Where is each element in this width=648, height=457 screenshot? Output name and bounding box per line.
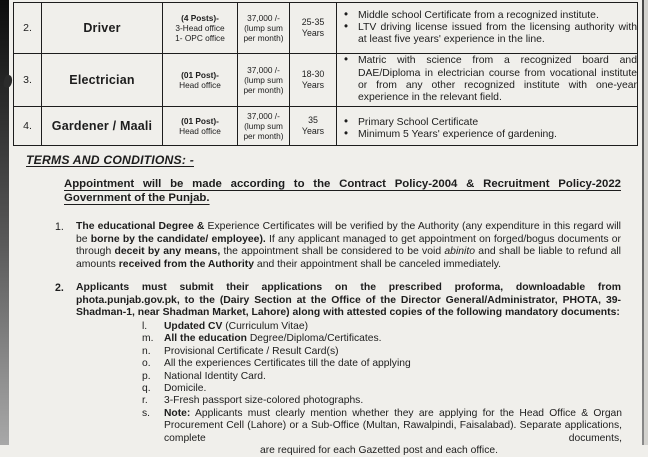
terms-subheading (64, 177, 621, 205)
document-text: Domicile. (164, 383, 207, 395)
serial-cell: 4. (14, 107, 42, 146)
text-segment: The educational Degree & (76, 221, 208, 232)
subheading-line: Appointment will be made according to the Contract Policy-2004 & Recruitment Policy-2022 (64, 178, 621, 190)
posts-cell (163, 107, 238, 146)
document-item (140, 358, 622, 370)
text-segment: If any applicant managed to get appointment on forged/bogus documents or through (76, 233, 622, 258)
qualification-bullet: • Minimum 5 Years' experience of gardening. (337, 129, 637, 141)
salary-line: 37,000 /- (247, 111, 280, 121)
document-letter: m. (142, 333, 154, 345)
table-row-driver (14, 3, 638, 54)
qualification-cell (337, 107, 638, 146)
posts-line: 3-Head office (175, 23, 225, 33)
document-item (140, 395, 622, 407)
note-text (164, 408, 622, 445)
posts-cell (163, 3, 238, 54)
text-segment: and their appointment shall be canceled immediately. (254, 258, 502, 270)
document-letter: r. (142, 395, 148, 407)
salary-line: 37,000 /- (247, 65, 280, 75)
document-text: Degree/Diploma/Certificates. (246, 333, 382, 345)
text-segment: received from the Authority (118, 258, 255, 270)
posts-line: Head office (179, 126, 221, 136)
age-cell (290, 3, 337, 54)
posts-line: (4 Posts)- (181, 13, 219, 23)
salary-line: (lump sum (244, 75, 283, 85)
text-segment: abinito (444, 246, 476, 258)
note-label: Note: (164, 407, 191, 419)
serial-cell: 3. (14, 54, 42, 107)
posts-cell (163, 54, 238, 107)
text-segment: and shall be liable to refund all amounts (76, 246, 621, 270)
qualification-bullet: • LTV driving license issued from the licensing authority with at least five years' experience in the line. (337, 22, 637, 47)
document-text: 3-Fresh passport size-colored photographs. (164, 395, 364, 407)
document-text: Provisional Certificate / Result Card(s) (164, 345, 339, 357)
terms-heading: TERMS AND CONDITIONS: - (26, 153, 194, 167)
table-row-electrician (14, 54, 638, 107)
document-item (140, 371, 622, 383)
age-line: 25-35 (301, 17, 325, 27)
text-segment: Experience Certificates will be verified by the Authority (any expenditure in this regard will be (76, 221, 621, 245)
document-text: (Curriculum Vitae) (222, 321, 308, 332)
salary-cell (238, 107, 290, 146)
document-item (140, 321, 622, 333)
document-text: National Identity Card. (164, 370, 266, 382)
document-letter: o. (142, 358, 151, 370)
scan-edge-right-line (642, 0, 644, 445)
document-letter: p. (142, 370, 151, 382)
document-text: All the education (164, 333, 247, 345)
posts-line: 1- OPC office (175, 33, 225, 43)
document-letter: q. (142, 383, 151, 395)
document-item (140, 346, 622, 358)
salary-line: (lump sum (244, 121, 283, 131)
document-item (140, 333, 622, 345)
document-text: All the experiences Certificates till the date of applying (164, 358, 411, 370)
document-letter: l. (142, 321, 148, 332)
term-item-text (76, 221, 621, 271)
salary-cell (238, 54, 290, 107)
document-text: Updated CV (164, 321, 223, 332)
term-item-number: 1. (55, 221, 64, 233)
salary-line: per month) (243, 131, 284, 141)
posts-line: Head office (179, 80, 221, 90)
age-cell (290, 54, 337, 107)
document-letter: n. (142, 345, 151, 357)
posts-line: (01 Post)- (181, 70, 219, 80)
qualification-cell (337, 54, 638, 107)
note-body: Applicants must clearly mention whether they are applying for the Head Office & Organ Procurement Cell (Lahore) or a Sub-Office (Multan, Rawalpindi, Faisalabad). Separate applications, complete documents, (164, 407, 622, 444)
term-item-number: 2. (55, 282, 64, 294)
post-title-cell: Driver (42, 3, 163, 54)
post-title-cell: Gardener / Maali (42, 107, 163, 146)
age-line: Years (301, 126, 325, 136)
term-item-text: Applicants must submit their applications on the prescribed proforma, downloadable from phota.punjab.gov.pk, to the (Dairy Section at the Office of the Director General/Administrator, PHOTA, 39-Shadman-1, near Shadman Market, Lahore) along with attested copies of the following mandatory documents: (76, 282, 621, 319)
qualification-bullet: • Middle school Certificate from a recognized institute. (337, 10, 637, 22)
age-cell (290, 107, 337, 146)
table-row-gardener (14, 107, 638, 146)
mandatory-documents-list (140, 321, 622, 457)
age-line: 18-30 (301, 69, 325, 79)
qualification-cell (337, 3, 638, 54)
jobs-table (13, 2, 638, 146)
salary-line: per month) (243, 33, 284, 43)
serial-cell: 2. (14, 3, 42, 54)
document-item (140, 383, 622, 395)
scan-edge-right-margin (644, 0, 648, 445)
salary-line: (lump sum (244, 23, 283, 33)
document-item-note (140, 408, 622, 457)
salary-line: 37,000 /- (247, 13, 280, 23)
salary-line: per month) (243, 85, 284, 95)
post-title-cell: Electrician (42, 54, 163, 107)
age-line: 35 (308, 115, 318, 125)
document-letter: s. (142, 407, 151, 419)
posts-line: (01 Post)- (181, 116, 219, 126)
subheading-line: Government of the Punjab. (64, 192, 210, 204)
scan-ink-blot (3, 74, 14, 89)
age-line: Years (301, 80, 325, 90)
age-line: Years (301, 28, 325, 38)
text-segment: borne by the candidate/ employee). (90, 233, 266, 245)
qualification-bullet: • Matric with science from a recognized board and DAE/Diploma in electrician course from vocational institute or from any other recognized institute with one-year experience in the relevant field. (337, 55, 637, 104)
text-segment: the appointment shall be considered to be void (220, 246, 445, 258)
text-segment: deceit by any means, (114, 246, 221, 258)
qualification-bullet: • Primary School Certificate (337, 117, 637, 129)
scan-edge-left (0, 0, 9, 445)
note-continuation: are required for each Gazetted post and each office. (260, 445, 498, 457)
salary-cell (238, 3, 290, 54)
